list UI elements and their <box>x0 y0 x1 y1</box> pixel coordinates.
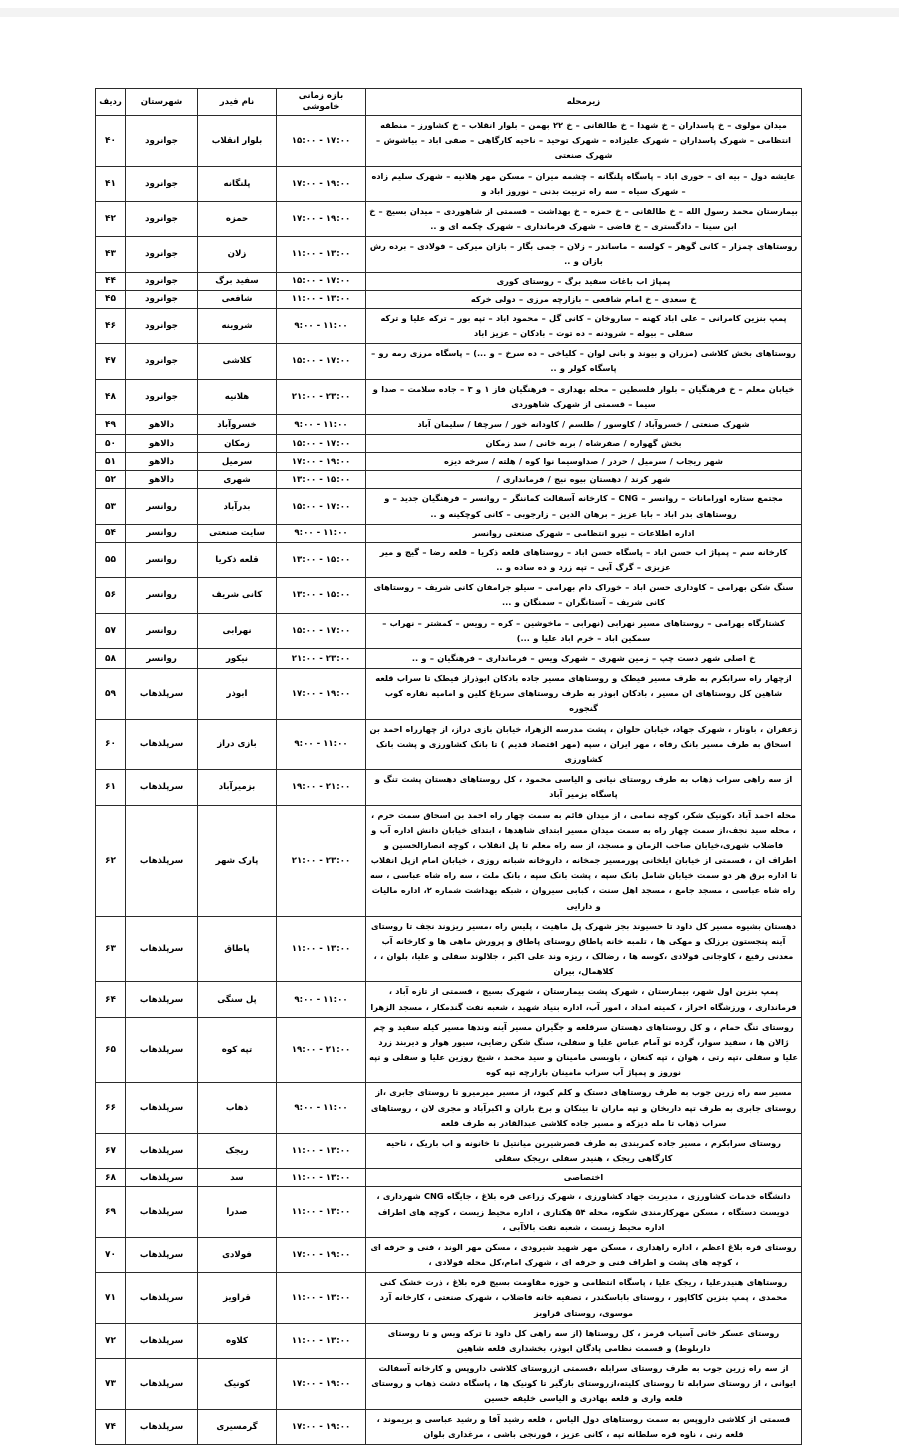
table-row <box>96 1323 802 1358</box>
cell-feeder-name: شافعی <box>198 290 277 308</box>
cell-feeder-name: ریجک <box>198 1133 277 1168</box>
cell-subdistrict: بیمارستان محمد رسول الله – خ طالقانی – خ حمزه – خ بهداشت – قسمتی از شاهوردی – میدان بسیج – خ ابن سینا – دادگستری – خ قاضی – شهرک فرمانداری – شهرک چکمه ای و .. <box>366 201 802 236</box>
cell-subdistrict: میدان مولوی – خ پاسداران – خ شهدا – خ طالقانی – خ ۲۲ بهمن – بلوار انقلاب – خ کشاورز – منطقه انتظامی – شهرک پاسداران – شهرک علیزاده – شهرک توحید – ناحیه کارگاهی – صفی اباد – بیاشوش – شهرک صنعتی <box>366 116 802 167</box>
table-row <box>96 1273 802 1324</box>
cell-index: ۴۴ <box>96 272 126 290</box>
cell-outage-time: ۱۱:۰۰ - ۹:۰۰ <box>277 524 366 542</box>
cell-feeder-name: پارک شهر <box>198 805 277 916</box>
cell-feeder-name: کانی شریف <box>198 578 277 613</box>
cell-feeder-name: قلعه ذکریا <box>198 542 277 577</box>
table-row <box>96 719 802 770</box>
cell-subdistrict: روستاهای بخش کلاشی (مزران و بیوند و بانی لوان – کلیاخی – ده سرخ – و ...) – پاسگاه مرزی رمه رو – پاسگاه کولر و .. <box>366 344 802 379</box>
cell-county: دالاهو <box>126 435 198 453</box>
cell-feeder-name: گرمسیری <box>198 1409 277 1444</box>
table-header <box>96 89 802 116</box>
cell-outage-time: ۱۵:۰۰ - ۱۳:۰۰ <box>277 542 366 577</box>
cell-index: ۴۲ <box>96 201 126 236</box>
cell-feeder-name: هلانیه <box>198 379 277 414</box>
cell-subdistrict: پمپ بنزین اول شهر، بیمارستان ، شهرک پشت بیمارستان ، شهرک بسیج ، قسمتی از تازه آباد ، فرمانداری ، ورزشگاه احراز ، کمیته امداد ، امور آب، اداره بنیاد شهید ، شعبه نفت گندمکار ، مسجد الزهرا <box>366 982 802 1017</box>
cell-county: سرپلذهاب <box>126 770 198 805</box>
cell-outage-time: ۲۳:۰۰ - ۲۱:۰۰ <box>277 648 366 668</box>
cell-feeder-name: سد <box>198 1169 277 1187</box>
cell-subdistrict: محله احمد آباد ،کونیک شکر، کوچه نمامی ، از میدان قائم به سمت چهار راه احمد بن اسحاق سمت حرم ، ، محله سید نجف،از سمت چهار راه به سمت میدان مسیر ابتدای شاهدها ، ابتدای خیابان دانش اداره آب و فاضلاب شهری،خیابان صاحب الزمان و مسجد، از سه راه معلم تا پل انقلاب ، کوچه انصارالحسین و اطراف ان ، قسمتی از خیابان ایلخانی پورمسیر جمخانه ، داروخانه شبانه روزی ، خیابان امام ازپل انقلاب تا اداره برق هر دو سمت خیابان شامل بانک سپه ، پشت بانک سپه ، بانک ملت ، سه راه شاه عباسی ، سه راه شاه عباسی ، مسجد جامع ، مسجد اهل سنت ، کبابی سیروان ، شبکه بهداشت شماره ۲، اداره مالیات و دارایی <box>366 805 802 916</box>
cell-index: ۵۶ <box>96 578 126 613</box>
cell-index: ۶۳ <box>96 916 126 982</box>
cell-outage-time: ۱۷:۰۰ - ۱۵:۰۰ <box>277 435 366 453</box>
table-row <box>96 578 802 613</box>
cell-county: دالاهو <box>126 471 198 489</box>
cell-index: ۵۷ <box>96 613 126 648</box>
table-row <box>96 982 802 1017</box>
cell-outage-time: ۱۷:۰۰ - ۱۵:۰۰ <box>277 489 366 524</box>
table-row <box>96 1187 802 1238</box>
cell-outage-time: ۱۷:۰۰ - ۱۵:۰۰ <box>277 272 366 290</box>
cell-outage-time: ۱۱:۰۰ - ۹:۰۰ <box>277 719 366 770</box>
cell-index: ۶۴ <box>96 982 126 1017</box>
cell-county: جوانرود <box>126 272 198 290</box>
cell-feeder-name: سایت صنعتی <box>198 524 277 542</box>
cell-feeder-name: صدرا <box>198 1187 277 1238</box>
cell-feeder-name: بازی دراز <box>198 719 277 770</box>
cell-subdistrict: خ سعدی – خ امام شافعی – بازارچه مرزی – دولی خرکه <box>366 290 802 308</box>
table-row <box>96 524 802 542</box>
cell-feeder-name: زمکان <box>198 435 277 453</box>
cell-index: ۴۰ <box>96 116 126 167</box>
cell-index: ۵۵ <box>96 542 126 577</box>
cell-subdistrict: از سه راهی سراب ذهاب به طرف روستای نیانی و الیاسی محمود ، کل روستاهای دهستان پشت تنگ و پاسگاه بزمیر آباد <box>366 770 802 805</box>
cell-feeder-name: قراویز <box>198 1273 277 1324</box>
table-row <box>96 435 802 453</box>
cell-feeder-name: خسروآباد <box>198 414 277 434</box>
cell-outage-time: ۱۷:۰۰ - ۱۵:۰۰ <box>277 116 366 167</box>
cell-subdistrict: بخش گهواره / صفرشاه / بربه خانی / سد زمکان <box>366 435 802 453</box>
cell-outage-time: ۱۱:۰۰ - ۹:۰۰ <box>277 414 366 434</box>
table-row <box>96 1133 802 1168</box>
column-header-outage-time: بازه زمانی خاموشی <box>277 89 366 116</box>
cell-index: ۴۷ <box>96 344 126 379</box>
cell-outage-time: ۱۵:۰۰ - ۱۳:۰۰ <box>277 578 366 613</box>
cell-outage-time: ۲۳:۰۰ - ۲۱:۰۰ <box>277 805 366 916</box>
cell-feeder-name: پاطاق <box>198 916 277 982</box>
table-row <box>96 201 802 236</box>
cell-county: روانسر <box>126 613 198 648</box>
cell-index: ۷۱ <box>96 1273 126 1324</box>
page-top-band <box>0 8 899 17</box>
cell-index: ۶۲ <box>96 805 126 916</box>
table-row <box>96 648 802 668</box>
cell-subdistrict: اختصاصی <box>366 1169 802 1187</box>
cell-outage-time: ۱۳:۰۰ - ۱۱:۰۰ <box>277 290 366 308</box>
table-header-row <box>96 89 802 116</box>
table-row <box>96 308 802 343</box>
table-body <box>96 116 802 1445</box>
cell-outage-time: ۲۱:۰۰ - ۱۹:۰۰ <box>277 1017 366 1083</box>
cell-index: ۴۸ <box>96 379 126 414</box>
cell-county: جوانرود <box>126 237 198 272</box>
cell-subdistrict: کارخانه سم – پمپاژ اب حسن اباد – پاسگاه حسن اباد – روستاهای قلعه ذکریا – قلعه رضا – گیج و میر عزیزی – گرگ آبی – تپه زرد و ده ساده و .. <box>366 542 802 577</box>
cell-index: ۶۱ <box>96 770 126 805</box>
cell-subdistrict: روستاهای هنیدرعلیا ، ریجک علیا ، پاسگاه انتظامی و حوزه مقاومت بسیج قره بلاغ ، ذرت خشک کنی محمدی ، پمپ بنزین کاکاپور ، روستای باباسکندر ، تصفیه خانه فاضلاب ، شهرک صنعتی ، کارخانه آرد موسوی، روستای قراویز <box>366 1273 802 1324</box>
cell-index: ۴۹ <box>96 414 126 434</box>
table-row <box>96 379 802 414</box>
cell-county: جوانرود <box>126 166 198 201</box>
cell-index: ۶۵ <box>96 1017 126 1083</box>
cell-county: جوانرود <box>126 344 198 379</box>
column-header-index: ردیف <box>96 89 126 116</box>
table-row <box>96 471 802 489</box>
cell-index: ۵۱ <box>96 453 126 471</box>
table-row <box>96 916 802 982</box>
cell-county: سرپلذهاب <box>126 1169 198 1187</box>
cell-outage-time: ۱۹:۰۰ - ۱۷:۰۰ <box>277 453 366 471</box>
cell-county: سرپلذهاب <box>126 719 198 770</box>
table-row <box>96 1409 802 1444</box>
cell-subdistrict: دهستان بشیوه مسیر کل داود تا حسیوند بجز شهرک پل ماهیت ، پلیس راه ،مسیر ریزوند نجف تا روستای آینه پنجستون برزلک و مهکی ها ، تلمبه خانه پاطاق روستای پاطاق و پرورش ماهی ها و کارخانه آب معدنی رفیع ، کاوجانی فولادی ،کوسه ها ، رضالک ، ریزه وند علی اکبر ، جلالوند سفلی و علیا، بلوان ، ، کلاهمال، بیران <box>366 916 802 982</box>
cell-subdistrict: خ اصلی شهر دست چپ – زمین شهری – شهرک ویس – فرمانداری – فرهنگیان – و .. <box>366 648 802 668</box>
cell-feeder-name: پل سنگی <box>198 982 277 1017</box>
cell-feeder-name: زلان <box>198 237 277 272</box>
table-row <box>96 805 802 916</box>
cell-county: روانسر <box>126 578 198 613</box>
cell-subdistrict: روستای سرابکرم ، مسیر جاده کمربندی به طرف قصرشیرین میانتیل تا خانونه و اب باریک ، ناحیه کارگاهی ریجک ، هنیدر سفلی ،ریجک سفلی <box>366 1133 802 1168</box>
cell-feeder-name: ذهاب <box>198 1083 277 1134</box>
cell-county: جوانرود <box>126 308 198 343</box>
cell-subdistrict: ازچهار راه سرابکرم به طرف مسیر فیطک و روستاهای مسیر جاده بادکان ابوذراز فیطک تا سراب قلعه شاهین کل روستاهای ان مسیر ، بادکان ابوذر به طرف روستاهای سرباغ کلین و امامیه نقاره کوب گنجوره <box>366 669 802 720</box>
cell-index: ۴۵ <box>96 290 126 308</box>
cell-outage-time: ۱۵:۰۰ - ۱۳:۰۰ <box>277 471 366 489</box>
cell-subdistrict: روستای قره بلاغ اعظم ، اداره راهداری ، مسکن مهر شهید شیرودی ، مسکن مهر الوند ، فنی و حرفه ای ، کوچه های پشت و اطراف فنی و حرفه ای ، شهرک امام،کل محله فولادی ، <box>366 1237 802 1272</box>
cell-outage-time: ۱۱:۰۰ - ۹:۰۰ <box>277 982 366 1017</box>
cell-subdistrict: عایشه دول – بیه ای – حوری اباد – پاسگاه پلنگانه – چشمه میران – مسکن مهر هلانیه – شهرک سلیم زاده – شهرک سیاه – سه راه تربیت بدنی – نوروز اباد و <box>366 166 802 201</box>
cell-index: ۵۳ <box>96 489 126 524</box>
cell-index: ۶۶ <box>96 1083 126 1134</box>
table-row <box>96 290 802 308</box>
table-row <box>96 613 802 648</box>
cell-subdistrict: پمپ بنزین کامرانی – علی اباد کهنه – ساروخان – کانی گل – محمود اباد – تپه بور – ترکه علیا و ترکه سفلی – بیوله – شرودنه – ده توت – بادکان – عزیز اباد <box>366 308 802 343</box>
cell-subdistrict: خیابان معلم – خ فرهنگیان – بلوار فلسطین – محله بهداری – فرهنگیان فاز ۱ و ۳ – جاده سلامت – صدا و سیما – قسمتی از شهرک شاهوردی <box>366 379 802 414</box>
table-row <box>96 1237 802 1272</box>
cell-index: ۵۲ <box>96 471 126 489</box>
cell-county: روانسر <box>126 542 198 577</box>
table-row <box>96 1083 802 1134</box>
cell-outage-time: ۱۳:۰۰ - ۱۱:۰۰ <box>277 1169 366 1187</box>
cell-index: ۴۱ <box>96 166 126 201</box>
cell-index: ۵۰ <box>96 435 126 453</box>
table-row <box>96 453 802 471</box>
cell-county: جوانرود <box>126 290 198 308</box>
table-row <box>96 116 802 167</box>
table-row <box>96 237 802 272</box>
cell-feeder-name: شروینه <box>198 308 277 343</box>
cell-outage-time: ۱۷:۰۰ - ۱۵:۰۰ <box>277 344 366 379</box>
cell-county: سرپلذهاب <box>126 1359 198 1410</box>
cell-county: جوانرود <box>126 379 198 414</box>
cell-county: سرپلذهاب <box>126 669 198 720</box>
cell-outage-time: ۱۹:۰۰ - ۱۷:۰۰ <box>277 1409 366 1444</box>
cell-index: ۷۰ <box>96 1237 126 1272</box>
cell-index: ۵۹ <box>96 669 126 720</box>
cell-feeder-name: نیکور <box>198 648 277 668</box>
cell-index: ۷۴ <box>96 1409 126 1444</box>
cell-county: جوانرود <box>126 201 198 236</box>
cell-county: جوانرود <box>126 116 198 167</box>
cell-index: ۷۲ <box>96 1323 126 1358</box>
cell-index: ۶۰ <box>96 719 126 770</box>
cell-outage-time: ۱۳:۰۰ - ۱۱:۰۰ <box>277 1133 366 1168</box>
table-row <box>96 344 802 379</box>
cell-outage-time: ۱۷:۰۰ - ۱۵:۰۰ <box>277 613 366 648</box>
cell-outage-time: ۱۹:۰۰ - ۱۷:۰۰ <box>277 166 366 201</box>
cell-county: سرپلذهاب <box>126 1237 198 1272</box>
cell-county: دالاهو <box>126 453 198 471</box>
cell-feeder-name: پلنگانه <box>198 166 277 201</box>
cell-feeder-name: بزمیرآباد <box>198 770 277 805</box>
cell-subdistrict: روستای عسکر خانی آسیاب قرمز ، کل روستاها (از سه راهی کل داود تا ترکه ویس و تا روستای داربلوط) و قسمت نظامی پادگان ابوذر، بخشداری قلعه شاهین <box>366 1323 802 1358</box>
table-row <box>96 1169 802 1187</box>
cell-subdistrict: شهر ریجاب / سرمیل / حردر / صداوسیما نوا کوه / هلته / سرخه دیزه <box>366 453 802 471</box>
column-header-subdistrict: زیرمحله <box>366 89 802 116</box>
cell-subdistrict: روستای تنگ حمام ، و کل روستاهای دهستان سرقلعه و جگیران مسیر آینه وندها مسیر کیله سفید و چم ژالان ها ، سفید سوار، گرده تو آمام عباس علیا و سفلی، سنگ شکن رضایی، سیور هوار و دیربند زرد علیا و سفلی ،تپه رتی ، هوان ، تپه کنعان ، باویسی مامینان و سید محمد ، شیخ روزین علیا و سفلی و تپه نوروز و پمپاژ آب سراب مامینان بازارچه تپه کوه <box>366 1017 802 1083</box>
table-row <box>96 166 802 201</box>
cell-county: سرپلذهاب <box>126 1409 198 1444</box>
cell-outage-time: ۱۹:۰۰ - ۱۷:۰۰ <box>277 1359 366 1410</box>
cell-feeder-name: بلوار انقلاب <box>198 116 277 167</box>
cell-subdistrict: قسمتی از کلاشی داروپس به سمت روستاهای دول الیاس ، قلعه رشید آقا و رشید عباسی و بریموند ، قلعه رنی ، ناوه قره سلطانه تپه ، کانی عزیز ، قورنجی باشی ، مرغداری بلوان <box>366 1409 802 1444</box>
table-row <box>96 272 802 290</box>
cell-index: ۶۹ <box>96 1187 126 1238</box>
cell-index: ۷۳ <box>96 1359 126 1410</box>
cell-subdistrict: شهر کرند / دهستان بیوه نیج / فرمانداری / <box>366 471 802 489</box>
cell-county: روانسر <box>126 648 198 668</box>
cell-outage-time: ۲۱:۰۰ - ۱۹:۰۰ <box>277 770 366 805</box>
cell-county: سرپلذهاب <box>126 1133 198 1168</box>
cell-outage-time: ۲۳:۰۰ - ۲۱:۰۰ <box>277 379 366 414</box>
cell-outage-time: ۱۳:۰۰ - ۱۱:۰۰ <box>277 1187 366 1238</box>
cell-feeder-name: ابوذر <box>198 669 277 720</box>
table-row <box>96 542 802 577</box>
cell-index: ۶۸ <box>96 1169 126 1187</box>
cell-feeder-name: حمزه <box>198 201 277 236</box>
cell-outage-time: ۱۱:۰۰ - ۹:۰۰ <box>277 1083 366 1134</box>
cell-subdistrict: روستاهای چمزار – کانی گوهر – کولسه – ماساندر – زلان – جمی بگار – بازان میرکی – فولادی – برده رش بازان و .. <box>366 237 802 272</box>
cell-feeder-name: نهرابی <box>198 613 277 648</box>
cell-outage-time: ۱۳:۰۰ - ۱۱:۰۰ <box>277 1273 366 1324</box>
cell-county: سرپلذهاب <box>126 1187 198 1238</box>
cell-county: سرپلذهاب <box>126 1323 198 1358</box>
cell-county: سرپلذهاب <box>126 805 198 916</box>
table-row <box>96 1359 802 1410</box>
column-header-county: شهرستان <box>126 89 198 116</box>
cell-subdistrict: مسیر سه راه زرین جوب به طرف روستاهای دستک و کلم کبود، از مسیر میرمیرو تا روستای جابری ،از روستای جابری به طرف تپه داربخان و تپه ماران تا بینکان و برخ باران و اکبرآباد و مجری لان ، روستاهای سراب ذهاب تا مله دیزکه و مسیر جاده کلاشی عبدالقادر به طرف قلعه <box>366 1083 802 1134</box>
cell-subdistrict: زعفران ، باونار ، شهرک جهاد، خیابان حلوان ، پشت مدرسه الزهرا، خیابان بازی دراز، از چهارراه احمد بن اسحاق به طرف مسیر بانک رفاه ، مهر ایران ، سپه (مهر اقتصاد قدیم ) تا بانک کشاورزی و پشت بانک کشاورزی <box>366 719 802 770</box>
table-row <box>96 414 802 434</box>
cell-index: ۴۳ <box>96 237 126 272</box>
cell-county: دالاهو <box>126 414 198 434</box>
cell-outage-time: ۱۹:۰۰ - ۱۷:۰۰ <box>277 1237 366 1272</box>
cell-feeder-name: فولادی <box>198 1237 277 1272</box>
cell-subdistrict: سنگ شکن بهرامی – کاوداری حسن اباد – خوراک دام بهرامی – سیلو جرامفان کانی شریف – روستاهای کانی شریف – آستانگران – سمنگان و ... <box>366 578 802 613</box>
cell-county: سرپلذهاب <box>126 1273 198 1324</box>
cell-feeder-name: کلاشی <box>198 344 277 379</box>
cell-subdistrict: کشتارگاه بهرامی – روستاهای مسیر نهرابی (نهرابی – ماخوشین – کره – رویس – کمشتر – نهراب – سمکین اباد – خرم اباد علیا و ...) <box>366 613 802 648</box>
cell-index: ۵۸ <box>96 648 126 668</box>
cell-county: روانسر <box>126 524 198 542</box>
cell-subdistrict: اداره اطلاعات – نیرو انتظامی – شهرک صنعتی روانسر <box>366 524 802 542</box>
cell-subdistrict: از سه راه زرین جوب به طرف روستای سرابله ،قسمتی ازروستای کلاشی داروپس و کارخانه آسفالت ایوانی ، از روستای سرابله تا روستای کلیته،ازروستای بازگیر تا کونیک ها ، پاسگاه دشت ذهاب و روستای قلعه واری و قلعه بهادری و الیاسی خلیفه حسین <box>366 1359 802 1410</box>
cell-county: سرپلذهاب <box>126 916 198 982</box>
column-header-feeder-name: نام فیدر <box>198 89 277 116</box>
cell-feeder-name: کلاوه <box>198 1323 277 1358</box>
cell-feeder-name: سفید برگ <box>198 272 277 290</box>
cell-feeder-name: بدرآباد <box>198 489 277 524</box>
cell-subdistrict: شهرک صنعتی / خسروآباد / کاوسور / طلسم / کاودانه خور / سرچقا / سلیمان آباد <box>366 414 802 434</box>
cell-index: ۴۶ <box>96 308 126 343</box>
cell-outage-time: ۱۳:۰۰ - ۱۱:۰۰ <box>277 916 366 982</box>
cell-subdistrict: دانشگاه خدمات کشاورزی ، مدیریت جهاد کشاورزی ، شهرک زراعی قره بلاغ ، جایگاه CNG شهرداری ، دویست دستگاه ، مسکن مهرکارمندی شکوه، محله ۵۴ هکتاری ، اداره محیط زیست ، کوچه های اطراف اداره محیط زیست ، شعبه نفت بالاآبی ، <box>366 1187 802 1238</box>
cell-feeder-name: سرمیل <box>198 453 277 471</box>
outage-schedule-table <box>95 88 802 1445</box>
cell-subdistrict: پمپاژ اب باغات سفید برگ – روستای کوری <box>366 272 802 290</box>
cell-outage-time: ۱۹:۰۰ - ۱۷:۰۰ <box>277 669 366 720</box>
cell-county: سرپلذهاب <box>126 1017 198 1083</box>
cell-feeder-name: کونیک <box>198 1359 277 1410</box>
table-row <box>96 489 802 524</box>
cell-index: ۵۴ <box>96 524 126 542</box>
cell-outage-time: ۱۳:۰۰ - ۱۱:۰۰ <box>277 1323 366 1358</box>
cell-outage-time: ۱۳:۰۰ - ۱۱:۰۰ <box>277 237 366 272</box>
table-row <box>96 669 802 720</box>
cell-index: ۶۷ <box>96 1133 126 1168</box>
table-row <box>96 1017 802 1083</box>
cell-county: سرپلذهاب <box>126 1083 198 1134</box>
cell-feeder-name: تپه کوه <box>198 1017 277 1083</box>
cell-feeder-name: شهری <box>198 471 277 489</box>
table-row <box>96 770 802 805</box>
cell-outage-time: ۱۱:۰۰ - ۹:۰۰ <box>277 308 366 343</box>
cell-county: روانسر <box>126 489 198 524</box>
cell-county: سرپلذهاب <box>126 982 198 1017</box>
cell-subdistrict: مجتمع ستاره اورامانات – روانسر – CNG – کارخانه آسفالت کماننگر – روانسر – فرهنگیان جدید – و روستاهای بدر اباد – بابا عزیز – برهان الدین – زارجوبی – کانی کوچکینه و .. <box>366 489 802 524</box>
cell-outage-time: ۱۹:۰۰ - ۱۷:۰۰ <box>277 201 366 236</box>
